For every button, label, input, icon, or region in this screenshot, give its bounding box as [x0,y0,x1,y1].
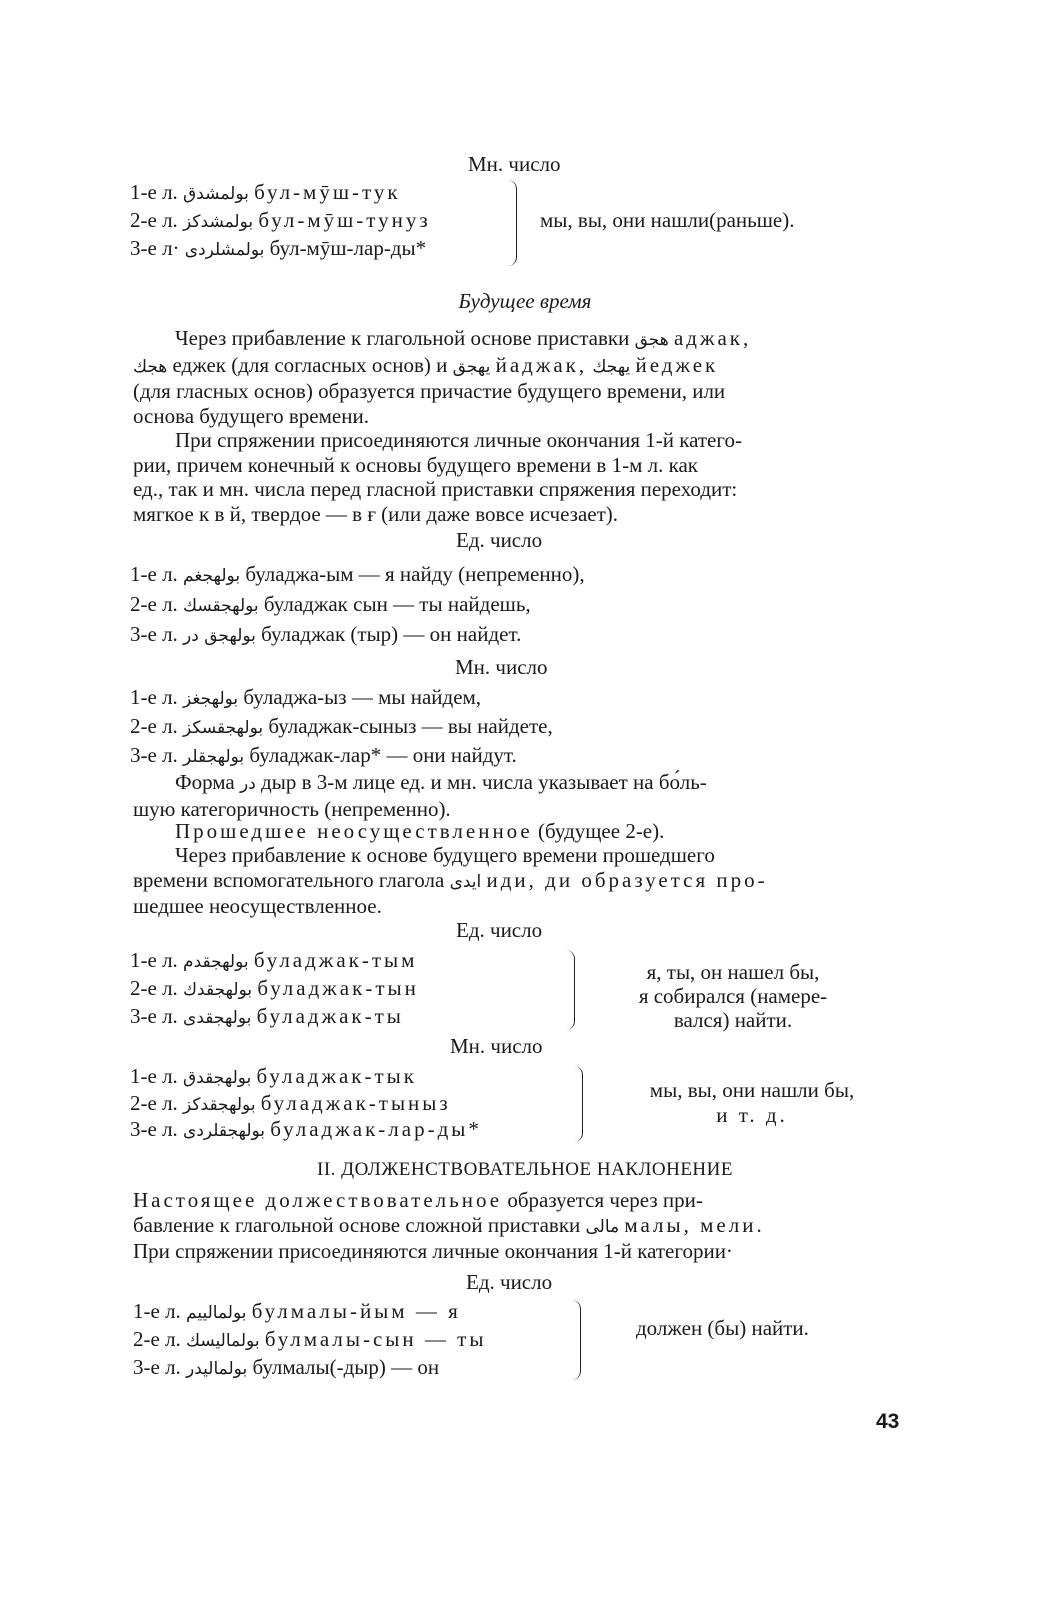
text-line: Через прибавление к основе будущего времени прошедшего [175,843,715,867]
transliteration: буладжак-лар-ды* [270,1117,482,1141]
arabic-affix: در [240,774,256,794]
person-label: 2-е л. [130,1091,178,1115]
text-line: мягкое к в й, твердое — в ғ (или даже вовсе исчезает). [133,501,619,526]
conj-row [133,1299,461,1324]
arabic-form: بولهجقدم [183,952,249,972]
plural-heading: Мн. число [455,655,548,679]
text-line: (для гласных основ) образуется причастие будущего времени, или [133,379,726,403]
brace [572,1300,581,1380]
arabic-form: بولمشدق [183,184,249,204]
transliteration: буладжа-ым — я найду (непременно), [245,562,585,586]
transliteration: буладжак-ты [256,1004,404,1028]
arabic-affix: يهجك [592,356,631,377]
text: Форма [175,770,235,794]
conj-row [133,1355,439,1380]
person-label: 2-е л. [133,1327,181,1351]
conj-row [130,743,517,768]
person-label: 1-е л. [130,180,178,204]
transliteration: буладжак сын — ты найдешь, [263,592,531,616]
text: времени вспомогательного глагола [133,867,445,892]
transliteration: булмалы-йым — я [251,1299,461,1323]
section-title-obligative: II. ДОЛЖЕНСТВОВАТЕЛЬНОЕ НАКЛОНЕНИЕ [317,1159,733,1180]
conj-row [130,1117,482,1142]
arabic-form: بولمشدکز [183,212,254,232]
paragraph-conjugation [133,428,898,526]
transliteration: буладжак-тын [257,976,419,1000]
arabic-affix: ایدی [449,871,482,892]
text: йаджак, [495,352,588,377]
paragraph-past-unreal [133,843,898,919]
text: дыр в 3-м лице ед. и мн. числа указывает на бо́ль- [261,770,707,794]
person-label: 3-е л· [130,236,180,260]
conj-row [130,208,431,233]
person-label: 2-е л. [130,714,178,738]
transliteration: буладжак (тыр) — он найдет. [261,622,522,646]
conj-row [130,236,426,261]
arabic-affix: يهجق [452,356,491,377]
gloss-line: я собирался (намере- [638,984,828,1008]
gloss: должен (бы) найти. [636,1316,809,1340]
transliteration: бул-мӯш-тук [254,180,401,204]
spaced-term: Прошедшее неосуществленное [175,819,533,843]
gloss-line: вался) найти. [673,1008,793,1032]
text-line: основа будущего времени. [133,403,369,428]
conj-row [130,1091,451,1116]
paragraph-dyr [133,770,898,821]
text-line: ед., так и мн. числа перед гласной приставки спряжения переходит: [133,477,738,501]
conj-row [130,180,401,205]
paragraph-obligative [133,1188,898,1264]
transliteration: буладжак-тым [253,948,418,972]
text-line: шедшее неосуществленное. [133,894,382,918]
arabic-form: بولمالیسك [186,1331,260,1351]
conj-row [130,685,481,710]
singular-heading: Ед. число [456,528,543,552]
arabic-affix: هجك [133,356,168,377]
arabic-form: بولمالییم [186,1303,247,1323]
transliteration: буладжак-тыныз [260,1091,451,1115]
arabic-form: بولهجقسك [183,596,259,616]
text: малы, мели. [624,1212,765,1237]
gloss [612,1078,892,1128]
transliteration: булмалы-сын — ты [264,1327,487,1351]
person-label: 3-е л. [130,743,178,767]
conj-row [130,976,419,1001]
plural-heading: Мн. число [450,1034,543,1058]
paragraph-past-unreal-title [133,819,898,844]
person-label: 1-е л. [130,685,178,709]
singular-heading: Ед. число [466,1270,553,1294]
person-label: 3-е л. [133,1355,181,1379]
transliteration: буладжак-сыныз — вы найдете, [268,714,553,738]
arabic-affix: هجق [634,330,669,350]
person-label: 3-е л. [130,1004,178,1028]
brace [508,180,517,266]
page-number: 43 [876,1410,900,1433]
text: аджак, [673,326,752,350]
gloss-line: и т. д. [716,1103,788,1127]
gloss-line: я, ты, он нашел бы, [646,960,820,984]
text: йеджек [635,352,719,377]
text-line: шую категоричность (непременно). [133,796,451,821]
person-label: 1-е л. [133,1299,181,1323]
transliteration: буладжак-лар* — они найдут. [249,743,517,767]
gloss [608,960,858,1032]
arabic-form: بولمالیدر [186,1359,248,1379]
text: образуется через при- [507,1188,703,1212]
paragraph-future-intro [133,326,898,428]
arabic-form: بولهجقدك [183,980,253,1000]
section-title-future: Будущее время [458,289,592,313]
person-label: 1-е л. [130,562,178,586]
text: еджек (для согласных основ) и [172,352,448,377]
brace [566,950,575,1030]
conj-row [130,1064,417,1089]
person-label: 3-е л. [130,622,178,646]
person-label: 2-е л. [130,208,178,232]
conj-row [130,714,553,739]
arabic-form: بولهجق در [183,626,256,646]
arabic-form: بولهجقلر [183,747,245,767]
person-label: 2-е л. [130,976,178,1000]
arabic-form: بولمشلردی [184,240,265,260]
text: Через прибавление к глагольной основе приставки [175,326,630,350]
transliteration: буладжа-ыз — мы найдем, [243,685,482,709]
conj-row [133,1327,486,1352]
arabic-form: بولهجقسكز [183,718,264,738]
conj-row [130,622,521,647]
text-line: При спряжении присоединяются личные окончания 1-й категории· [133,1239,733,1263]
text: иди, ди образуется про- [486,867,768,892]
arabic-form: بولهجغز [183,689,239,709]
conj-row [130,592,531,617]
arabic-form: بولهجقدی [183,1008,252,1028]
text: бавление к глагольной основе сложной приставки [133,1212,581,1237]
text-line: рии, причем конечный к основы будущего времени в 1-м л. как [133,452,698,477]
transliteration: буладжак-тык [256,1064,417,1088]
brace [574,1066,583,1142]
gloss: мы, вы, они нашли(раньше). [540,208,795,232]
arabic-form: بولهجقدق [183,1068,252,1088]
arabic-affix: مالی [585,1216,620,1237]
person-label: 3-е л. [130,1117,178,1141]
spaced-term: Настоящее должествовательное [133,1188,503,1212]
conj-row [130,562,585,587]
arabic-form: بولهجقلردی [183,1121,266,1141]
transliteration: бул-мӯш-лар-ды* [269,236,427,260]
person-label: 1-е л. [130,948,178,972]
transliteration: бул-мӯш-тунуз [258,208,431,232]
conj-row [130,1004,404,1029]
singular-heading: Ед. число [456,918,543,942]
text-line: При спряжении присоединяются личные окончания 1-й катего- [175,428,742,452]
transliteration: булмалы(-дыр) — он [252,1355,440,1379]
gloss-line: мы, вы, они нашли бы, [649,1078,855,1102]
arabic-form: بولهجغم [183,566,241,586]
person-label: 2-е л. [130,592,178,616]
plural-heading-1: Мн. число [468,152,561,176]
person-label: 1-е л. [130,1064,178,1088]
conj-row [130,948,417,973]
arabic-form: بولهجقدكز [183,1095,256,1115]
text: (будущее 2-е). [538,819,665,843]
